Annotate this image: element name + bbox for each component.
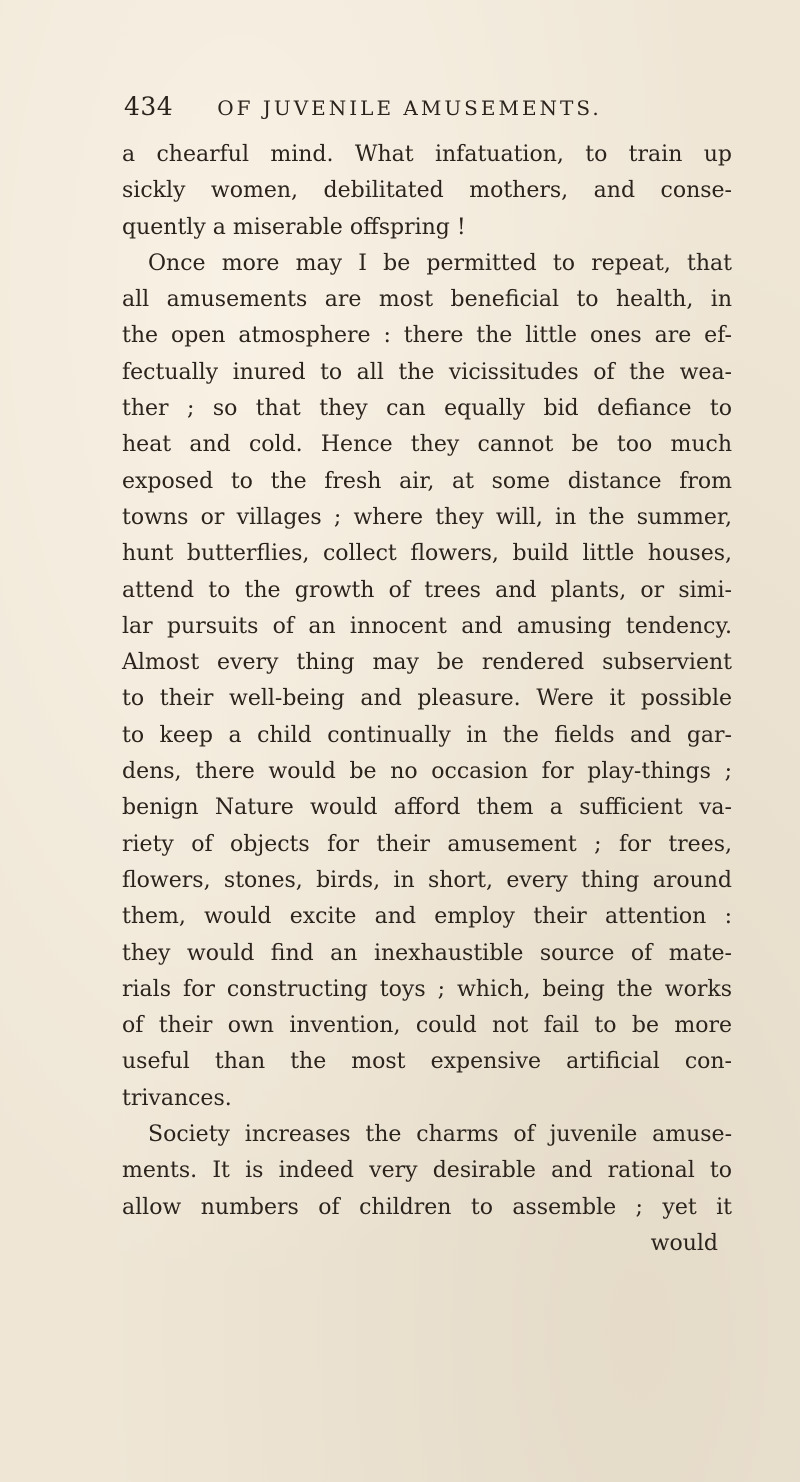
text-line: Almost every thing may be rendered subservient [122,650,732,676]
text-line: lar pursuits of an innocent and amusing tendency. [122,613,732,639]
text-line: dens, there would be no occasion for play-things ; [122,759,732,785]
text-line: ther ; so that they can equally bid defiance to [122,396,732,422]
text-line: to their well-being and pleasure. Were it possible [122,686,732,712]
catchword: would [650,1230,718,1256]
text-line: of their own invention, could not fail to be more [122,1013,732,1039]
text-line: them, would excite and employ their attention : [122,904,732,930]
text-line: Society increases the charms of juvenile amuse- [148,1122,732,1148]
text-line: hunt butterflies, collect flowers, build little houses, [122,541,732,567]
text-line: the open atmosphere : there the little ones are ef- [122,323,732,349]
page-header [124,92,684,122]
running-head: OF JUVENILE AMUSEMENTS. [217,96,602,120]
text-line: riety of objects for their amusement ; for trees, [122,831,732,857]
text-line: all amusements are most beneficial to health, in [122,287,732,313]
text-line: flowers, stones, birds, in short, every thing around [122,867,732,893]
text-line: they would find an inexhaustible source of mate- [122,940,732,966]
text-line: Once more may I be permitted to repeat, that [148,250,732,276]
text-line: to keep a child continually in the fields and gar- [122,722,732,748]
text-line: heat and cold. Hence they cannot be too much [122,432,732,458]
text-line: a chearful mind. What infatuation, to train up [122,142,732,167]
text-line: rials for constructing toys ; which, being the works [122,976,732,1002]
text-line: sickly women, debilitated mothers, and conse- [122,178,732,204]
body-text [122,137,732,1262]
text-line: fectually inured to all the vicissitudes of the wea- [122,359,732,385]
text-line: trivances. [122,1085,232,1111]
text-line: benign Nature would afford them a sufficient va- [122,795,732,821]
page-number: 434 [124,92,174,121]
text-line: allow numbers of children to assemble ; yet it [122,1194,732,1220]
text-line: attend to the growth of trees and plants, or simi- [122,577,732,603]
text-line: ments. It is indeed very desirable and rational to [122,1158,732,1184]
text-line: exposed to the fresh air, at some distance from [122,468,732,494]
text-line: useful than the most expensive artificial con- [122,1049,732,1075]
text-line: towns or villages ; where they will, in the summer, [122,504,732,530]
text-line: quently a miserable offspring ! [122,214,466,240]
